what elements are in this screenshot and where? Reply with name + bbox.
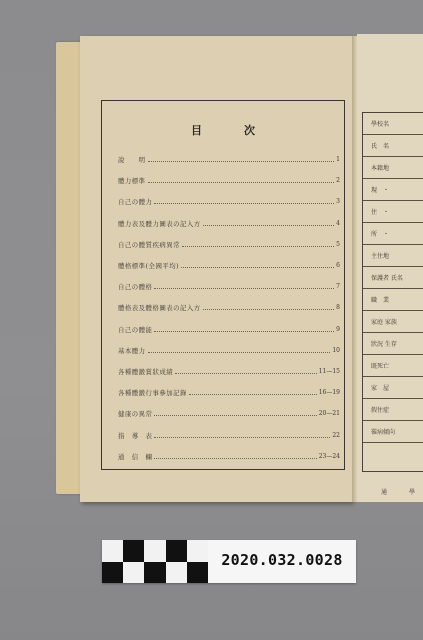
catalog-number: 2020.032.0028	[221, 551, 343, 569]
toc-entry-label: 體力表及體力圖表の記入方	[118, 219, 201, 228]
student-info-form	[362, 112, 423, 472]
toc-dot-leader	[154, 415, 316, 416]
checker-row	[102, 540, 208, 562]
toc-title	[102, 122, 344, 138]
color-calibration-checker	[102, 540, 208, 583]
form-row-label: 罹病傾向	[363, 421, 423, 443]
table-of-contents	[101, 100, 345, 470]
toc-entry	[118, 276, 340, 297]
toc-entry-page: 4	[336, 219, 340, 227]
toc-entry-label: 健康の異常	[118, 410, 153, 419]
form-row-label: 所 ・	[363, 223, 423, 245]
toc-entry-label: 體格標準(全國平均)	[118, 262, 180, 271]
form-row-label: 主住地	[363, 245, 423, 267]
toc-entry	[118, 234, 340, 255]
toc-entry	[118, 424, 340, 445]
toc-entry-page: 23—24	[318, 452, 340, 460]
checker-cell	[187, 562, 208, 584]
toc-entry-label: 自己の體力	[118, 198, 153, 207]
toc-entry	[118, 297, 340, 318]
toc-entry	[118, 403, 340, 424]
toc-entry-page: 16—19	[318, 389, 340, 397]
toc-entry-label: 各種體鍛行事參加記錄	[118, 389, 187, 398]
toc-entry-page: 7	[336, 283, 340, 291]
toc-dot-leader	[181, 267, 334, 268]
toc-entry-page: 20—21	[318, 410, 340, 418]
toc-dot-leader	[203, 225, 334, 226]
form-row-label: 職 業	[363, 289, 423, 311]
form-row-label: 氏 名	[363, 135, 423, 157]
toc-dot-leader	[148, 182, 335, 183]
checker-cell	[144, 540, 165, 562]
toc-title-char-1: 目	[191, 124, 202, 137]
toc-dot-leader	[203, 309, 334, 310]
form-row-label: 狀況 生存	[363, 333, 423, 355]
toc-entry-page: 1	[336, 156, 340, 164]
toc-dot-leader	[154, 203, 334, 204]
toc-entry-label: 體力標準	[118, 177, 146, 186]
toc-entry-page: 10	[332, 346, 340, 354]
toc-entry-label: 體格表及體格圖表の記入方	[118, 304, 201, 313]
checker-cell	[166, 562, 187, 584]
toc-dot-leader	[175, 373, 317, 374]
form-row-label: 假住症	[363, 399, 423, 421]
toc-entry-page: 11—15	[318, 367, 340, 375]
toc-title-char-2: 次	[244, 124, 255, 137]
toc-entry-label: 指 導 表	[118, 431, 153, 440]
toc-dot-leader	[154, 288, 334, 289]
checker-cell	[123, 540, 144, 562]
toc-entry-page: 2	[336, 177, 340, 185]
form-row-label: 學校名	[363, 113, 423, 135]
toc-entry	[118, 340, 340, 361]
toc-entry-label: 通 信 欄	[118, 452, 153, 461]
form-row-label: 本籍地	[363, 157, 423, 179]
toc-entry-page: 6	[336, 262, 340, 270]
toc-entry	[118, 255, 340, 276]
toc-entry	[118, 361, 340, 382]
toc-dot-leader	[148, 161, 335, 162]
toc-dot-leader	[189, 394, 317, 395]
checker-cell	[144, 562, 165, 584]
toc-entry-page: 5	[336, 240, 340, 248]
toc-entry-label: 各種體鍛賞狀成績	[118, 367, 174, 376]
toc-entry	[118, 149, 340, 170]
checker-cell	[102, 540, 123, 562]
toc-entry-page: 3	[336, 198, 340, 206]
toc-entry	[118, 191, 340, 212]
form-row-label: 家庭 家族	[363, 311, 423, 333]
checker-cell	[187, 540, 208, 562]
toc-entry-label: 自己の體格	[118, 283, 153, 292]
form-row-label: 既死亡	[363, 355, 423, 377]
form-row-label: 住 ・	[363, 201, 423, 223]
checker-cell	[102, 562, 123, 584]
checker-cell	[123, 562, 144, 584]
toc-entry	[118, 319, 340, 340]
form-row-label: 現 ・	[363, 179, 423, 201]
checker-row	[102, 562, 208, 584]
toc-entry	[118, 170, 340, 191]
toc-dot-leader	[154, 331, 334, 332]
toc-entry	[118, 213, 340, 234]
toc-entry-label: 基本體力	[118, 346, 146, 355]
toc-dot-leader	[154, 437, 330, 438]
form-footer-label: 通 學	[381, 489, 423, 496]
toc-entry-label: 自己の體質疾病異常	[118, 240, 181, 249]
toc-entry	[118, 382, 340, 403]
toc-dot-leader	[182, 246, 334, 247]
toc-entry-label: 自己の體能	[118, 325, 153, 334]
toc-entry-page: 8	[336, 304, 340, 312]
toc-dot-leader	[154, 458, 316, 459]
form-row-label: 家 屋	[363, 377, 423, 399]
toc-entry-page: 9	[336, 325, 340, 333]
toc-entry-list	[118, 149, 340, 467]
toc-entry-label: 說 明	[118, 156, 146, 165]
form-row-label: 保護者 氏名	[363, 267, 423, 289]
toc-dot-leader	[148, 352, 331, 353]
toc-entry-page: 22	[332, 431, 340, 439]
toc-entry	[118, 446, 340, 467]
checker-cell	[166, 540, 187, 562]
